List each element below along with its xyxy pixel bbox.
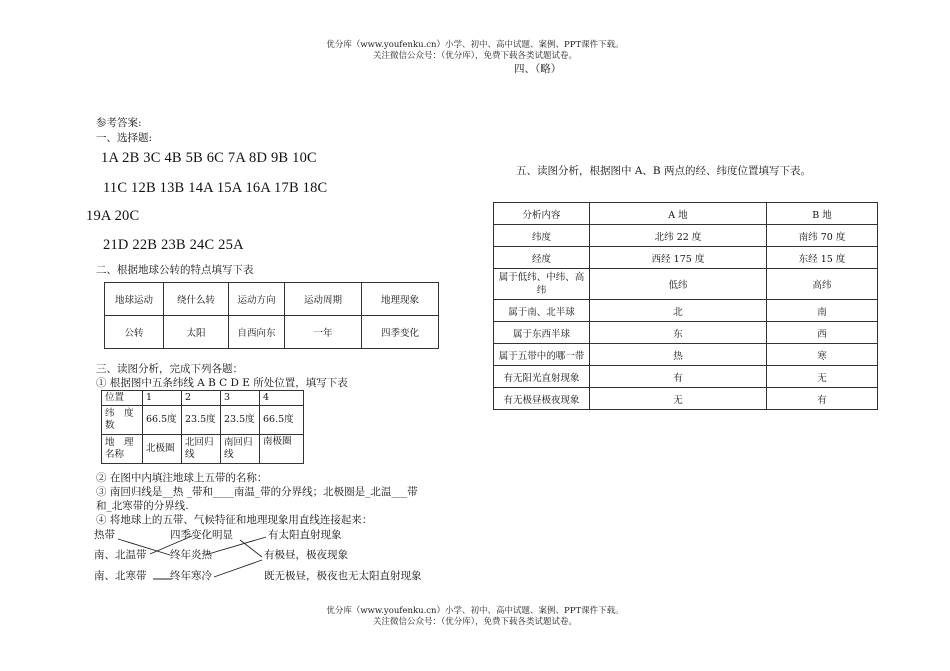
part3-q1: ① 根据图中五条纬线 A B C D E 所处位置，填写下表 — [96, 377, 348, 389]
table-header-cell: 地球运动 — [105, 283, 164, 316]
table-cell: 有无极昼极夜现象 — [494, 388, 590, 410]
match-climate-cold: 终年寒冷 — [170, 570, 212, 582]
table-cell: 地 理 名称 — [102, 435, 143, 464]
match-climate-seasons: 四季变化明显 — [170, 529, 233, 541]
page-footer — [0, 606, 950, 628]
table-cell: 有 — [767, 388, 878, 410]
table-cell: 23.5度 — [221, 406, 260, 435]
match-line — [214, 560, 262, 577]
part3-q4: ④ 将地球上的五带、气候特征和地理现象用直线连接起来： — [96, 514, 373, 526]
table-header-cell: 运动方向 — [229, 283, 285, 316]
table-cell: 南纬 70 度 — [767, 225, 878, 247]
table-cell: 无 — [767, 366, 878, 388]
table-cell: 1 — [143, 391, 182, 406]
match-line — [205, 537, 266, 555]
table-cell: 23.5度 — [182, 406, 221, 435]
match-zone-temperate: 南、北温带 — [94, 549, 147, 561]
table-cell: 南极圈 — [260, 435, 304, 464]
table-header-cell: A 地 — [590, 203, 767, 225]
match-line — [240, 540, 262, 557]
header-line-1: 优分库（www.youfenku.cn）小学、初中、高中试题、案例、PPT课件下载。 — [326, 40, 624, 50]
match-line — [118, 539, 170, 555]
table-row — [494, 203, 878, 225]
match-phenomenon-polar-day: 有极昼，极夜现象 — [264, 549, 348, 561]
answer-row-4: 21D 22B 23B 24C 25A — [103, 237, 244, 253]
table-row — [494, 366, 878, 388]
footer-line-2: 关注微信公众号：（优分库），免费下载各类试题试卷。 — [372, 617, 577, 627]
table-header-cell: 地理现象 — [362, 283, 439, 316]
match-line — [150, 536, 192, 554]
match-zone-tropical: 热带 — [94, 529, 115, 541]
table-cell: 有无阳光直射现象 — [494, 366, 590, 388]
part3-q2: ② 在图中内填注地球上五带的名称： — [96, 472, 268, 484]
table-header-cell: 运动周期 — [285, 283, 362, 316]
part3-title: 三、读图分析，完成下列各题： — [96, 363, 243, 375]
table-cell: 西 — [767, 322, 878, 344]
footer-line-1: 优分库（www.youfenku.cn）小学、初中、高中试题、案例、PPT课件下载。 — [326, 606, 624, 616]
table-cell: 东 — [590, 322, 767, 344]
table-cell: 2 — [182, 391, 221, 406]
section-4-label: 四、（略） — [514, 63, 562, 75]
table-cell: 热 — [590, 344, 767, 366]
table-row — [494, 344, 878, 366]
answer-row-1: 1A 2B 3C 4B 5B 6C 7A 8D 9B 10C — [101, 150, 317, 166]
table-cell: 4 — [260, 391, 304, 406]
part3-q3-line2: 和_北寒带的分界线. — [96, 500, 189, 512]
answers-title: 参考答案: — [96, 117, 142, 129]
table-cell: 北极圈 — [143, 435, 182, 464]
table-cell: 北 — [590, 300, 767, 322]
table-cell: 北纬 22 度 — [590, 225, 767, 247]
table-row — [494, 225, 878, 247]
match-phenomenon-direct-sun: 有太阳直射现象 — [268, 529, 342, 541]
table-cell: 高纬 — [767, 269, 878, 300]
table-cell: 自西向东 — [229, 316, 285, 349]
table-cell: 低纬 — [590, 269, 767, 300]
match-climate-hot: 终年炎热 — [170, 549, 212, 561]
table-cell: 经度 — [494, 247, 590, 269]
table-cell: 寒 — [767, 344, 878, 366]
table-row — [494, 322, 878, 344]
match-zone-frigid: 南、北寒带 — [94, 570, 147, 582]
table-cell: 西经 175 度 — [590, 247, 767, 269]
answer-row-3: 19A 20C — [86, 208, 140, 224]
part3-q3-line1: ③ 南回归线是__热 _带和____南温_带的分界线；北极圈是_北温___带 — [96, 486, 418, 498]
table-row — [494, 247, 878, 269]
table-cell: 属于东西半球 — [494, 322, 590, 344]
table-cell: 属于南、北半球 — [494, 300, 590, 322]
table-cell: 66.5度 — [143, 406, 182, 435]
table-cell: 无 — [590, 388, 767, 410]
table-cell: 66.5度 — [260, 406, 304, 435]
table-cell: 位置 — [102, 391, 143, 406]
part5-title: 五、读图分析，根据图中 A、B 两点的经、纬度位置填写下表。 — [516, 165, 811, 177]
table-cell: 东经 15 度 — [767, 247, 878, 269]
table-cell: 四季变化 — [362, 316, 439, 349]
table-cell: 北回归线 — [182, 435, 221, 464]
location-table — [493, 202, 878, 410]
table-cell: 属于五带中的哪一带 — [494, 344, 590, 366]
answer-row-2: 11C 12B 13B 14A 15A 16A 17B 18C — [103, 180, 328, 196]
part2-title: 二、根据地球公转的特点填写下表 — [96, 264, 254, 276]
table-cell: 南 — [767, 300, 878, 322]
part1-title: 一、选择题: — [96, 132, 153, 144]
table-header-cell: 分析内容 — [494, 203, 590, 225]
table-cell: 有 — [590, 366, 767, 388]
table-cell: 南回归线 — [221, 435, 260, 464]
table-cell: 纬 度 数 — [102, 406, 143, 435]
table-cell: 一年 — [285, 316, 362, 349]
table-row — [494, 388, 878, 410]
table-cell: 属于低纬、中纬、高纬 — [494, 269, 590, 300]
table-cell: 3 — [221, 391, 260, 406]
table-header-cell: 绕什么转 — [164, 283, 229, 316]
table-cell: 太阳 — [164, 316, 229, 349]
table-header-cell: B 地 — [767, 203, 878, 225]
table-row — [494, 300, 878, 322]
match-phenomenon-neither: 既无极昼，极夜也无太阳直射现象 — [264, 570, 422, 582]
header-line-2: 关注微信公众号：（优分库），免费下载各类试题试卷。 — [372, 51, 577, 61]
table-cell: 公转 — [105, 316, 164, 349]
table-cell: 纬度 — [494, 225, 590, 247]
table-row — [494, 269, 878, 300]
